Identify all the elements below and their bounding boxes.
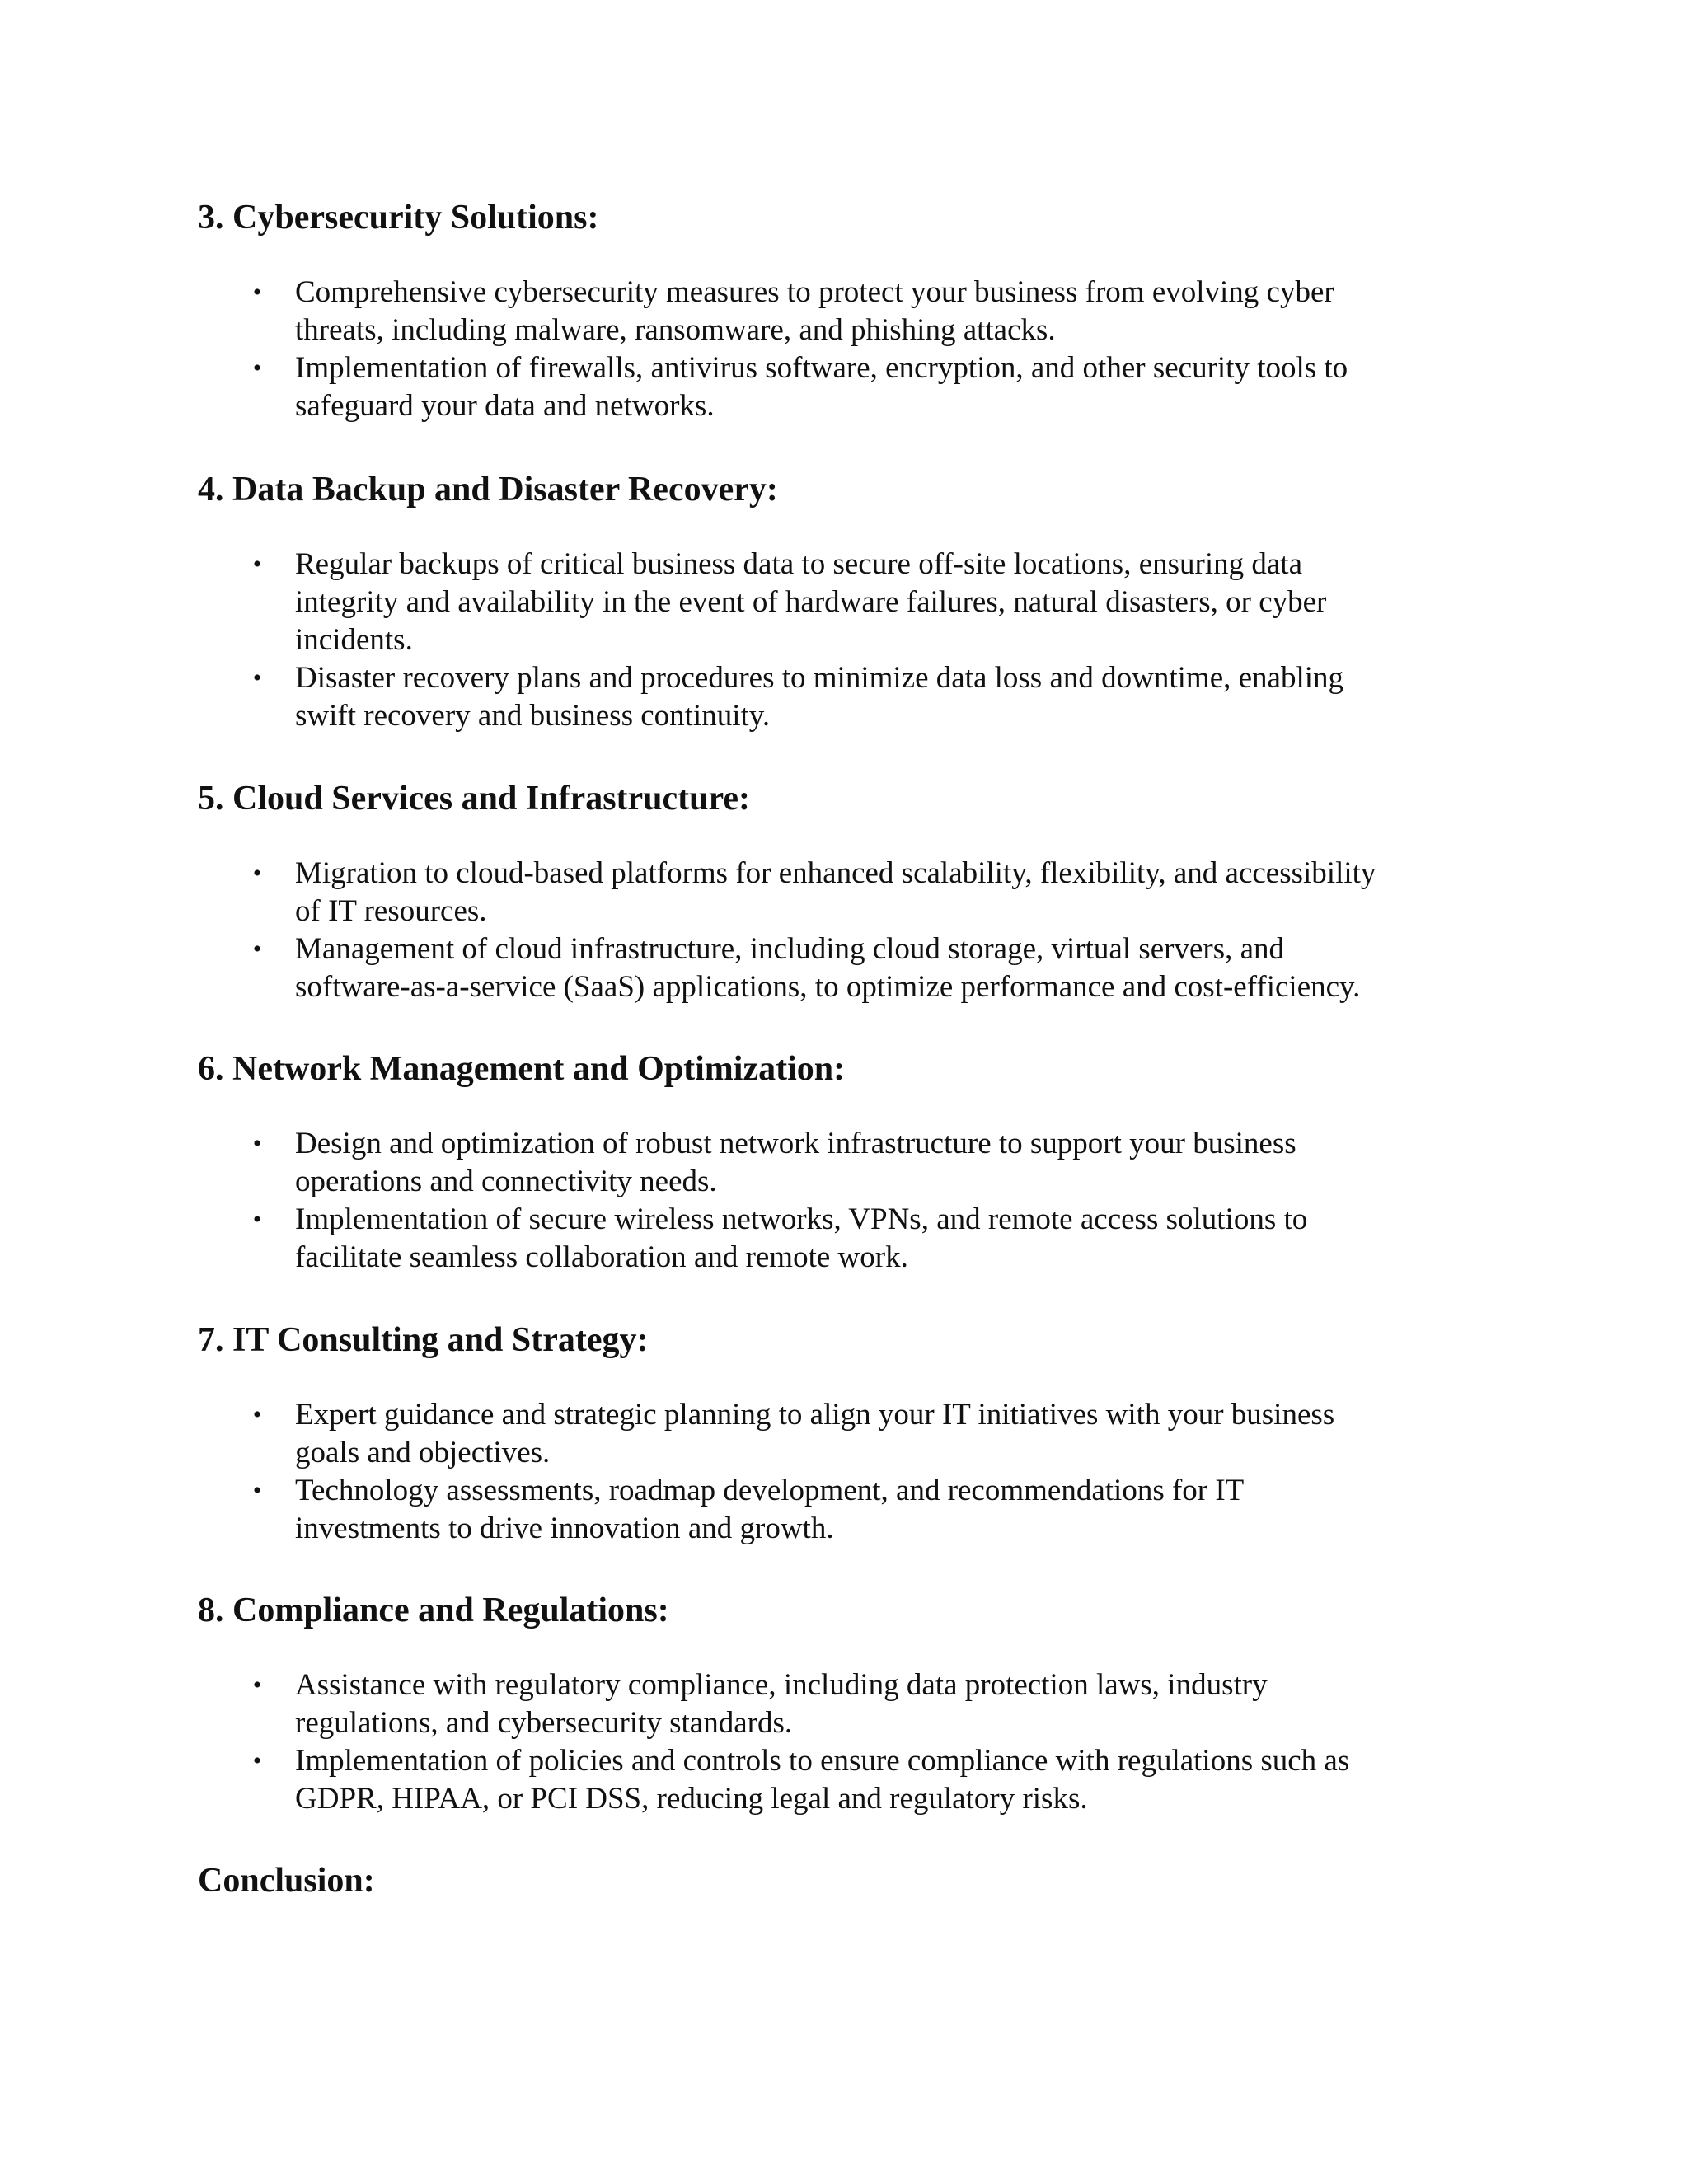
bullet-text-line: Management of cloud infrastructure, including cloud storage, virtual servers, and: [295, 932, 1285, 966]
bullet-list: [198, 855, 1500, 1006]
bullet-text-line: incidents.: [295, 623, 413, 657]
bullet-text-line: regulations, and cybersecurity standards.: [295, 1706, 793, 1740]
bullet-list: [198, 1125, 1500, 1277]
section-4: [198, 1049, 1500, 1277]
section-7: [198, 1861, 1500, 1900]
bullet-text-line: Regular backups of critical business data to secure off-site locations, ensuring data: [295, 547, 1302, 581]
bullet-dot-icon: •: [252, 1206, 262, 1233]
bullet-dot-icon: •: [252, 354, 262, 382]
bullet-dot-icon: •: [252, 1747, 262, 1774]
bullet-item: [198, 1201, 1500, 1277]
section-heading: 7. IT Consulting and Strategy:: [198, 1321, 649, 1359]
bullet-text-line: software-as-a-service (SaaS) applications, to optimize performance and cost-efficiency.: [295, 970, 1361, 1004]
bullet-text-line: Expert guidance and strategic planning to align your IT initiatives with your business: [295, 1398, 1335, 1432]
bullet-dot-icon: •: [252, 860, 262, 887]
bullet-text-line: Comprehensive cybersecurity measures to protect your business from evolving cyber: [295, 275, 1334, 309]
section-6: [198, 1591, 1500, 1818]
bullet-dot-icon: •: [252, 664, 262, 691]
section-1: [198, 198, 1500, 425]
bullet-item: [198, 546, 1500, 659]
bullet-dot-icon: •: [252, 1671, 262, 1699]
bullet-text-line: Disaster recovery plans and procedures to minimize data loss and downtime, enabling: [295, 661, 1344, 695]
bullet-text-line: GDPR, HIPAA, or PCI DSS, reducing legal and regulatory risks.: [295, 1782, 1088, 1816]
bullet-text-line: Design and optimization of robust network infrastructure to support your business: [295, 1127, 1296, 1160]
section-heading: Conclusion:: [198, 1862, 375, 1900]
bullet-item: [198, 274, 1500, 349]
bullet-dot-icon: •: [252, 935, 262, 963]
bullet-text-line: Implementation of secure wireless networks, VPNs, and remote access solutions to: [295, 1202, 1308, 1236]
bullet-list: [198, 546, 1500, 735]
bullet-text-line: swift recovery and business continuity.: [295, 699, 771, 733]
bullet-dot-icon: •: [252, 1130, 262, 1157]
bullet-text-line: Migration to cloud-based platforms for enhanced scalability, flexibility, and accessibility: [295, 856, 1376, 890]
section-heading: 4. Data Backup and Disaster Recovery:: [198, 471, 778, 509]
bullet-item: [198, 1125, 1500, 1201]
bullet-text-line: integrity and availability in the event of hardware failures, natural disasters, or cyber: [295, 585, 1327, 619]
bullet-item: [198, 1742, 1500, 1818]
bullet-text-line: Implementation of policies and controls to ensure compliance with regulations such as: [295, 1744, 1350, 1778]
bullet-text-line: of IT resources.: [295, 894, 487, 928]
section-heading: 3. Cybersecurity Solutions:: [198, 199, 599, 237]
bullet-item: [198, 1666, 1500, 1742]
bullet-text-line: investments to drive innovation and growth.: [295, 1511, 834, 1545]
bullet-text-line: facilitate seamless collaboration and remote work.: [295, 1240, 908, 1274]
bullet-list: [198, 274, 1500, 425]
section-3: [198, 779, 1500, 1006]
bullet-text-line: Assistance with regulatory compliance, including data protection laws, industry: [295, 1668, 1268, 1702]
bullet-list: [198, 1666, 1500, 1818]
bullet-list: [198, 1396, 1500, 1548]
bullet-dot-icon: •: [252, 279, 262, 306]
bullet-dot-icon: •: [252, 551, 262, 578]
section-5: [198, 1320, 1500, 1548]
bullet-item: [198, 855, 1500, 930]
section-heading: 6. Network Management and Optimization:: [198, 1050, 846, 1088]
bullet-dot-icon: •: [252, 1477, 262, 1504]
section-2: [198, 470, 1500, 735]
section-heading: 8. Compliance and Regulations:: [198, 1591, 669, 1629]
bullet-item: [198, 1396, 1500, 1472]
bullet-item: [198, 659, 1500, 735]
bullet-text-line: operations and connectivity needs.: [295, 1165, 717, 1198]
bullet-text-line: Technology assessments, roadmap development, and recommendations for IT: [295, 1474, 1245, 1507]
bullet-item: [198, 930, 1500, 1006]
bullet-text-line: safeguard your data and networks.: [295, 389, 715, 423]
bullet-text-line: goals and objectives.: [295, 1436, 551, 1469]
bullet-text-line: Implementation of firewalls, antivirus software, encryption, and other security tools to: [295, 351, 1348, 385]
section-heading: 5. Cloud Services and Infrastructure:: [198, 780, 751, 818]
bullet-item: [198, 349, 1500, 425]
bullet-dot-icon: •: [252, 1401, 262, 1428]
bullet-text-line: threats, including malware, ransomware, and phishing attacks.: [295, 313, 1056, 347]
bullet-item: [198, 1472, 1500, 1548]
